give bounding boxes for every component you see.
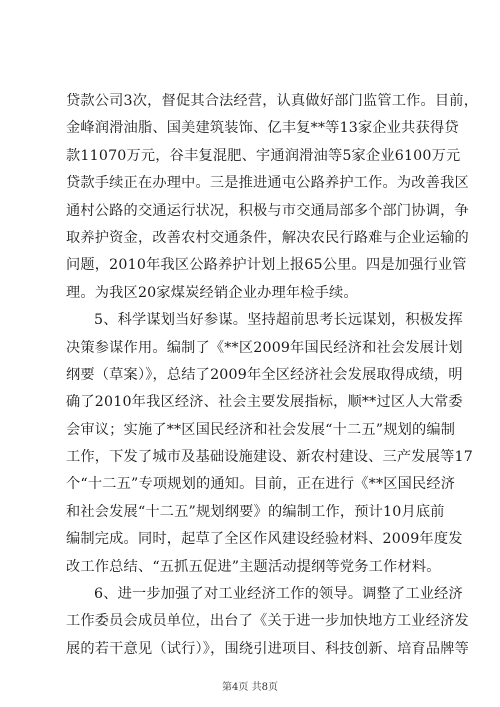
text-line: 金峰润滑油脂、国美建筑装饰、亿丰复**等13家企业共获得贷	[66, 120, 459, 137]
paragraph-first-line: 5、科学谋划当好参谋。坚持超前思考长远谋划，积极发挥	[94, 312, 463, 329]
text-line: 会审议；实施了**区国民经济和社会发展“十二五”规划的编制	[66, 421, 456, 438]
text-line: 改工作总结、“五抓五促进”主题活动提纲等党务工作材料。	[66, 558, 441, 575]
text-line: 工作，下发了城市及基础设施建设、新农村建设、三产发展等17	[66, 449, 473, 466]
page-number-footer: 第4页 共8页	[222, 682, 278, 693]
text-line: 确了2010年我区经济、社会主要发展指标，顺**过区人大常委	[66, 394, 463, 411]
text-line: 问题，2010年我区公路养护计划上报65公里。四是加强行业管	[66, 257, 467, 274]
text-line: 款11070万元，谷丰复混肥、宇通润滑油等5家企业6100万元	[66, 147, 461, 164]
text-line: 纲要（草案）》，总结了2009年全区经济社会发展取得成绩，明	[66, 366, 463, 383]
document-body	[66, 88, 479, 663]
text-line: 决策参谋作用。编制了《**区2009年国民经济和社会发展计划	[66, 339, 463, 356]
paragraph-first-line: 6、进一步加强了对工业经济工作的领导。调整了工业经济	[94, 586, 463, 603]
text-line: 展的若干意见（试行）》，围绕引进项目、科技创新、培育品牌等	[66, 640, 470, 657]
text-line: 个“十二五”专项规划的通知。目前，正在进行《**区国民经济	[66, 476, 456, 493]
text-line: 取养护资金，改善农村交通条件，解决农民行路难与企业运输的	[66, 229, 469, 246]
text-line: 工作委员会成员单位，出台了《关于进一步加快地方工业经济发	[66, 613, 469, 630]
text-line: 通村公路的交通运行状况，积极与市交通局部多个部门协调，争	[66, 202, 469, 219]
text-line: 和社会发展“十二五”规划纲要》的编制工作，预计10月底前	[66, 503, 445, 520]
text-line: 理。为我区20家煤炭经销企业办理年检手续。	[66, 284, 358, 301]
text-line: 贷款公司3次，督促其合法经营，认真做好部门监管工作。目前，	[66, 93, 479, 109]
text-line: 编制完成。同时，起草了全区作风建设经验材料、2009年度发	[66, 531, 463, 548]
text-line: 贷款手续正在办理中。三是推进通屯公路养护工作。为改善我区	[66, 175, 469, 192]
